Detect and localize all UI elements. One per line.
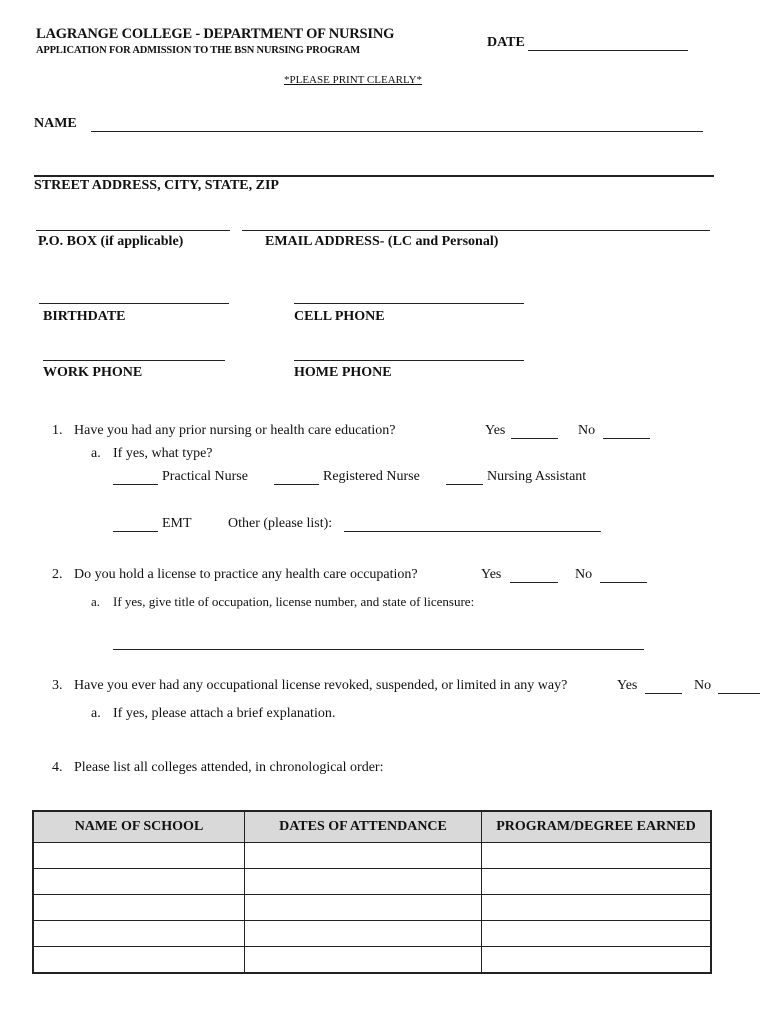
q1-yes-label: Yes (485, 423, 506, 438)
form-subtitle: APPLICATION FOR ADMISSION TO THE BSN NURSING PROGRAM (36, 45, 360, 56)
birthdate-field[interactable] (39, 303, 229, 304)
q1-no-blank[interactable] (603, 438, 650, 439)
q1-text: Have you had any prior nursing or health care education? (74, 423, 396, 438)
table-body (33, 843, 711, 974)
q1-number: 1. (52, 423, 63, 438)
colleges-table (32, 810, 712, 974)
cell-phone-field[interactable] (294, 303, 524, 304)
q3-number: 3. (52, 678, 63, 693)
cell-phone-label: CELL PHONE (294, 309, 385, 324)
q2-text: Do you hold a license to practice any health care occupation? (74, 567, 418, 582)
print-note: *PLEASE PRINT CLEARLY* (284, 74, 423, 86)
q2a-number: a. (91, 594, 101, 609)
home-phone-label: HOME PHONE (294, 365, 392, 380)
school-cell[interactable] (33, 895, 245, 921)
table-row (33, 843, 711, 869)
q1-yes-blank[interactable] (511, 438, 558, 439)
col-program-degree: PROGRAM/DEGREE EARNED (482, 811, 712, 843)
dates-cell[interactable] (245, 843, 482, 869)
q1a-number: a. (91, 446, 101, 461)
other-field[interactable] (344, 531, 601, 532)
q2a-text: If yes, give title of occupation, license number, and state of licensure: (113, 594, 475, 609)
name-label: NAME (34, 116, 77, 131)
registered-nurse-label: Registered Nurse (323, 469, 420, 484)
date-label: DATE (487, 35, 525, 50)
q2-yes-label: Yes (481, 567, 502, 582)
name-field[interactable] (91, 131, 703, 132)
dates-cell[interactable] (245, 895, 482, 921)
degree-cell[interactable] (482, 843, 712, 869)
other-label: Other (please list): (228, 516, 333, 531)
work-phone-label: WORK PHONE (43, 365, 143, 380)
q3a-number: a. (91, 706, 101, 721)
q1-no-label: No (578, 423, 596, 438)
table-row (33, 947, 711, 974)
q3-no-blank[interactable] (718, 693, 760, 694)
q4-number: 4. (52, 760, 63, 775)
school-cell[interactable] (33, 921, 245, 947)
q4-text: Please list all colleges attended, in chronological order: (74, 760, 384, 775)
date-field[interactable] (528, 50, 688, 51)
email-field[interactable] (242, 230, 710, 231)
q2-no-label: No (575, 567, 593, 582)
table-header-row (33, 811, 711, 843)
nursing-assistant-label: Nursing Assistant (487, 469, 587, 484)
street-address-label: STREET ADDRESS, CITY, STATE, ZIP (34, 178, 279, 193)
q3-no-label: No (694, 678, 712, 693)
degree-cell[interactable] (482, 947, 712, 974)
school-cell[interactable] (33, 869, 245, 895)
table-row (33, 921, 711, 947)
license-details-field[interactable] (113, 649, 644, 650)
q3-yes-blank[interactable] (645, 693, 682, 694)
degree-cell[interactable] (482, 921, 712, 947)
dates-cell[interactable] (245, 947, 482, 974)
q2-no-blank[interactable] (600, 582, 647, 583)
dates-cell[interactable] (245, 921, 482, 947)
practical-nurse-label: Practical Nurse (162, 469, 248, 484)
q3-text: Have you ever had any occupational license revoked, suspended, or limited in any way? (74, 678, 568, 693)
q2-yes-blank[interactable] (510, 582, 558, 583)
practical-nurse-blank[interactable] (113, 484, 158, 485)
home-phone-field[interactable] (294, 360, 524, 361)
work-phone-field[interactable] (43, 360, 225, 361)
degree-cell[interactable] (482, 869, 712, 895)
school-cell[interactable] (33, 843, 245, 869)
q3-yes-label: Yes (617, 678, 638, 693)
col-name-of-school: NAME OF SCHOOL (33, 811, 245, 843)
q1a-text: If yes, what type? (113, 446, 213, 461)
degree-cell[interactable] (482, 895, 712, 921)
emt-blank[interactable] (113, 531, 158, 532)
school-cell[interactable] (33, 947, 245, 974)
po-box-label: P.O. BOX (if applicable) (38, 234, 184, 249)
col-dates-of-attendance: DATES OF ATTENDANCE (245, 811, 482, 843)
dates-cell[interactable] (245, 869, 482, 895)
nursing-assistant-blank[interactable] (446, 484, 483, 485)
email-label: EMAIL ADDRESS- (LC and Personal) (265, 234, 499, 249)
emt-label: EMT (162, 516, 192, 531)
table-row (33, 869, 711, 895)
q2-number: 2. (52, 567, 63, 582)
college-title: LAGRANGE COLLEGE - DEPARTMENT OF NURSING (36, 26, 395, 42)
birthdate-label: BIRTHDATE (43, 309, 126, 324)
po-box-field[interactable] (36, 230, 230, 231)
street-address-field[interactable] (34, 175, 714, 177)
registered-nurse-blank[interactable] (274, 484, 319, 485)
table-row (33, 895, 711, 921)
q3a-text: If yes, please attach a brief explanation. (113, 706, 336, 721)
